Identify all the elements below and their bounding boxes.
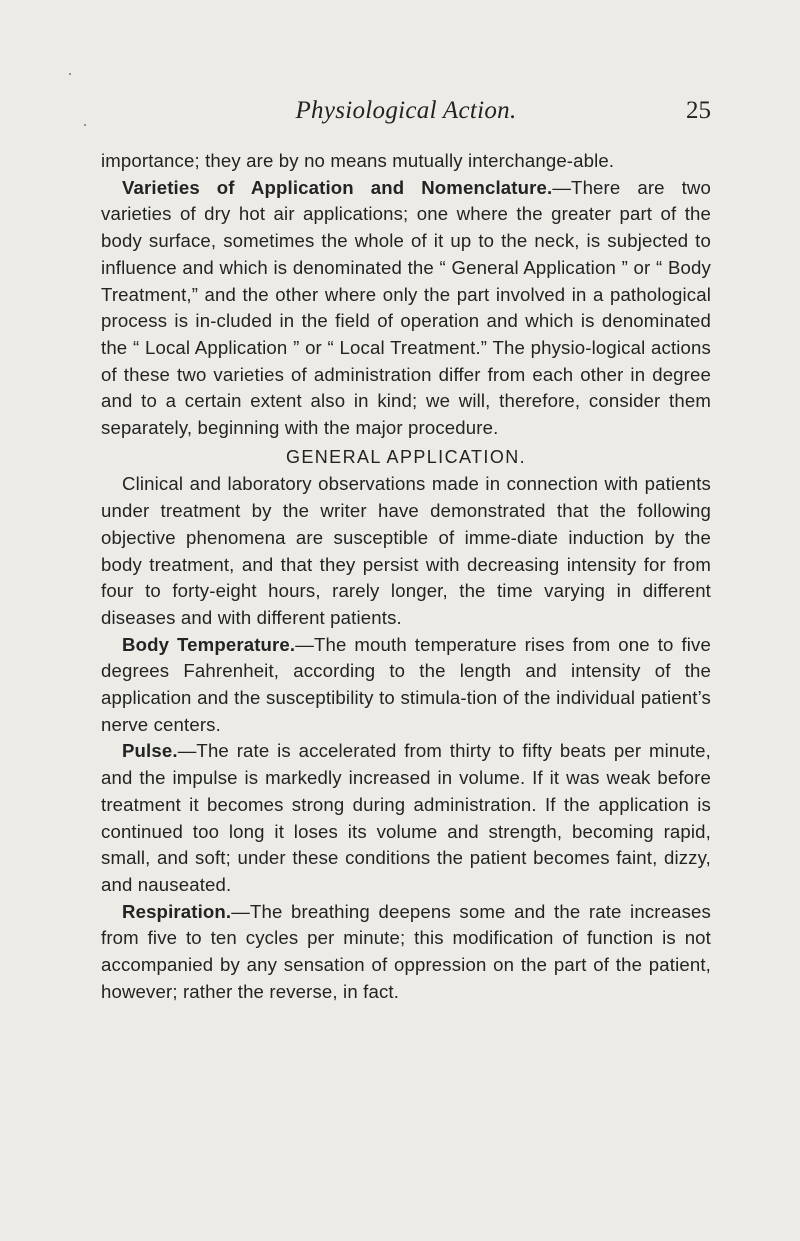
paragraph-varieties <box>101 175 711 442</box>
paragraph-text: —There are two varieties of dry hot air applications; one where the greater part of the body surface, sometimes the whole of it up to the neck, is subjected to influence and which is denominated the “ General Application ” or “ Body Treatment,” and the other where only the part involved in a pathological process is in-cluded in the field of operation and which is denominated the “ Local Application ” or “ Local Treatment.” The physio-logical actions of these two varieties of administration differ from each other in degree and to a certain extent also in kind; we will, therefore, consider them separately, beginning with the major procedure. <box>101 176 711 439</box>
run-in-heading: Body Temperature. <box>122 633 296 655</box>
paragraph-body-temperature <box>101 632 711 739</box>
paper-speck <box>69 73 71 75</box>
paragraph-text: —The breathing deepens some and the rate increases from five to ten cycles per minute; this modification of function is not accompanied by any sensation of oppression on the part of the patient, however; rather the reverse, in fact. <box>101 900 711 1002</box>
paragraph-text: —The mouth temperature rises from one to five degrees Fahrenheit, according to the length and intensity of the application and the susceptibility to stimula-tion of the individual patient’s nerve centers. <box>101 633 711 735</box>
paragraph-pulse <box>101 738 711 898</box>
paragraph-text: Clinical and laboratory observations made in connection with patients under treatment by the writer have demonstrated that the following objective phenomena are susceptible of imme-diate induction by the body treatment, and that they persist with decreasing intensity for from four to forty-eight hours, rarely longer, the time varying in different diseases and with different patients. <box>101 473 711 628</box>
run-in-heading: Pulse. <box>122 740 178 762</box>
body-text <box>101 148 711 1006</box>
paragraph-text: importance; they are by no means mutually interchange-able. <box>101 150 615 171</box>
paragraph-continued <box>101 148 711 175</box>
run-in-heading: Respiration. <box>122 900 232 922</box>
running-head <box>101 97 711 131</box>
running-head-title: Physiological Action. <box>295 97 517 124</box>
section-heading: GENERAL APPLICATION. <box>285 446 527 467</box>
run-in-heading: Varieties of Application and Nomenclature. <box>122 176 553 198</box>
paper-speck <box>84 124 86 126</box>
paragraph-text: —The rate is accelerated from thirty to fifty beats per minute, and the impulse is markedly increased in volume. If it was weak before treatment it becomes strong during administration. If the application is continued too long it loses its volume and strength, becoming rapid, small, and soft; under these conditions the patient becomes faint, dizzy, and nauseated. <box>101 740 711 895</box>
paragraph-respiration <box>101 899 711 1006</box>
page-number: 25 <box>686 97 711 124</box>
paragraph-clinical <box>101 471 711 631</box>
